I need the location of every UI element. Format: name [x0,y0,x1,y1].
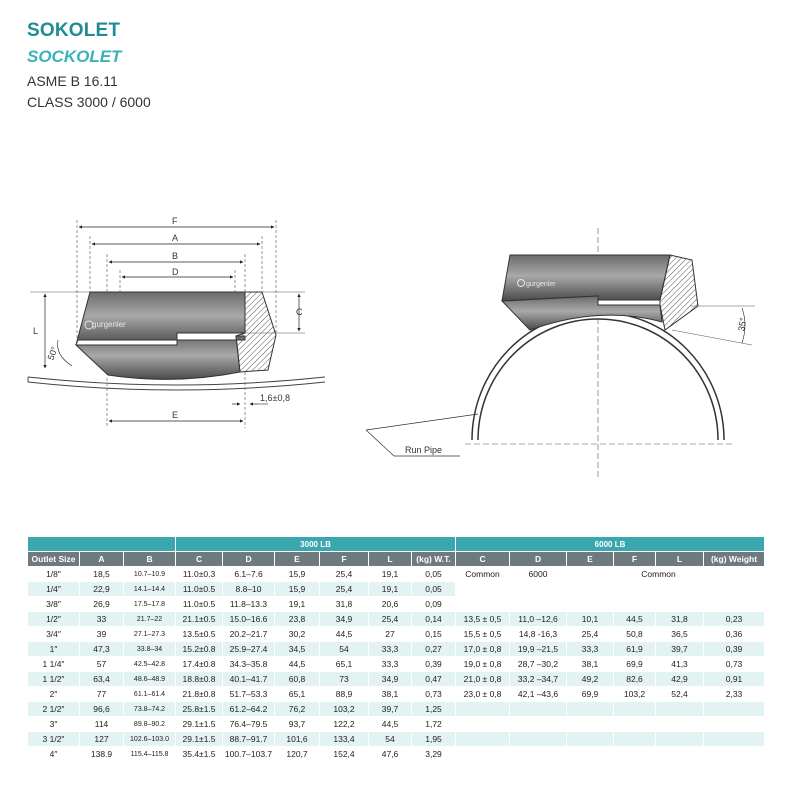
table-cell-size: 2 1/2″ [28,702,80,717]
brand-logo-right: gurgenler [526,281,556,288]
table-cell-d6: 33,2 –34,7 [510,672,567,687]
table-cell-wt: 3,29 [412,747,456,762]
table-cell-size: 4″ [28,747,80,762]
table-cell-size: 3/8″ [28,597,80,612]
table-cell-f6: 69,9 [614,657,656,672]
table-cell-c6: 15,5 ± 0,5 [456,627,510,642]
table-cell-e: 19,1 [275,597,320,612]
table-cell-f: 25,4 [320,582,369,597]
table-cell-e: 15,9 [275,567,320,582]
table-cell-c6: 19,0 ± 0,8 [456,657,510,672]
column-header: (kg) W.T. [412,552,456,567]
table-cell-d6: 42,1 –43,6 [510,687,567,702]
table-cell-f: 152,4 [320,747,369,762]
table-cell-c: 25.8±1.5 [176,702,223,717]
dim-e-label: E [172,410,179,420]
table-cell-e: 101,6 [275,732,320,747]
table-cell-size: 1/4″ [28,582,80,597]
dim-l-label: L [33,326,39,336]
table-cell-b: 17.5–17.8 [124,597,176,612]
table-cell-e: 23,8 [275,612,320,627]
column-header: (kg) Weight [704,552,765,567]
table-cell-empty [567,567,614,582]
table-cell-w6 [704,717,765,732]
table-cell-f: 122,2 [320,717,369,732]
table-cell-l: 47,6 [369,747,412,762]
table-row [28,687,765,702]
table-cell-c: 29.1±1.5 [176,717,223,732]
table-cell-e6 [567,717,614,732]
table-cell-e6: 25,4 [567,627,614,642]
table-cell-b: 14.1–14.4 [124,582,176,597]
table-cell-size: 1″ [28,642,80,657]
table-cell-w6 [704,597,765,612]
table-cell-e6: 10,1 [567,612,614,627]
table-cell-w6: 0,39 [704,642,765,657]
table-cell-a: 47,3 [80,642,124,657]
table-cell-c6: 17,0 ± 0,8 [456,642,510,657]
table-cell-l6: 36,5 [656,627,704,642]
table-cell-d6: 11,0 –12,6 [510,612,567,627]
table-cell-f: 25,4 [320,567,369,582]
table-cell-a: 26,9 [80,597,124,612]
table-cell-b: 73.8–74.2 [124,702,176,717]
table-cell-b: 115.4–115.8 [124,747,176,762]
column-header: D [510,552,567,567]
table-cell-e6 [567,597,614,612]
column-header: F [614,552,656,567]
table-cell-size: 1/8″ [28,567,80,582]
table-cell-d: 8.8–10 [223,582,275,597]
class-label: CLASS 3000 / 6000 [27,94,151,110]
table-cell-l: 38,1 [369,687,412,702]
table-cell-l: 19,1 [369,567,412,582]
table-cell-a: 57 [80,657,124,672]
table-cell-l6 [656,747,704,762]
angle-35-label: 35° [736,316,749,332]
table-cell-e6: 69,9 [567,687,614,702]
table-cell-d6: 28,7 –30,2 [510,657,567,672]
table-row [28,657,765,672]
table-cell-d: 100.7–103.7 [223,747,275,762]
table-cell-c: 21.1±0.5 [176,612,223,627]
group-3000-lb: 3000 LB [176,537,456,552]
table-cell-empty [704,567,765,582]
table-row [28,612,765,627]
table-cell-d6 [510,717,567,732]
table-cell-e: 15,9 [275,582,320,597]
table-cell-f6 [614,732,656,747]
table-cell-size: 3/4″ [28,627,80,642]
table-row [28,672,765,687]
table-cell-f: 103,2 [320,702,369,717]
table-cell-l6 [656,702,704,717]
table-cell-b: 10.7–10.9 [124,567,176,582]
table-cell-f: 73 [320,672,369,687]
table-cell-l: 33,3 [369,657,412,672]
table-cell-size: 1 1/4″ [28,657,80,672]
table-cell-c6 [456,747,510,762]
table-cell-l6 [656,582,704,597]
table-cell-l: 20,6 [369,597,412,612]
table-cell-d: 88.7–91.7 [223,732,275,747]
column-header: E [567,552,614,567]
table-cell-d: 51.7–53.3 [223,687,275,702]
table-cell-e: 44,5 [275,657,320,672]
table-cell-a: 127 [80,732,124,747]
table-cell-f6 [614,597,656,612]
table-cell-e6: 49,2 [567,672,614,687]
table-cell-wt: 0,39 [412,657,456,672]
table-cell-l6: 41,3 [656,657,704,672]
table-cell-b: 48.6–48.9 [124,672,176,687]
table-cell-d: 15.0–16.6 [223,612,275,627]
table-cell-l6: 39,7 [656,642,704,657]
table-cell-c: 18.8±0.8 [176,672,223,687]
table-cell-l: 34,9 [369,672,412,687]
table-cell-a: 33 [80,612,124,627]
common-d-cell: 6000 [510,567,567,582]
table-cell-c: 11.0±0.5 [176,597,223,612]
table-cell-c6 [456,702,510,717]
dim-f-label: F [172,216,178,226]
table-cell-w6 [704,732,765,747]
dim-d-label: D [172,267,179,277]
table-cell-f: 44,5 [320,627,369,642]
table-row [28,717,765,732]
table-cell-e: 120,7 [275,747,320,762]
table-cell-l: 27 [369,627,412,642]
table-cell-size: 3 1/2″ [28,732,80,747]
column-header: E [275,552,320,567]
table-row [28,597,765,612]
table-cell-c6 [456,597,510,612]
table-cell-d6: 14,8 -16,3 [510,627,567,642]
standard-label: ASME B 16.11 [27,73,118,89]
table-cell-a: 138.9 [80,747,124,762]
table-cell-f6: 82,6 [614,672,656,687]
table-cell-wt: 0,15 [412,627,456,642]
table-cell-c6 [456,732,510,747]
column-header: A [80,552,124,567]
table-cell-b: 27.1–27.3 [124,627,176,642]
table-cell-size: 2″ [28,687,80,702]
group-6000-lb: 6000 LB [456,537,765,552]
table-cell-a: 63,4 [80,672,124,687]
column-header: L [369,552,412,567]
table-cell-wt: 1,95 [412,732,456,747]
column-header: C [176,552,223,567]
table-cell-w6 [704,702,765,717]
table-row [28,747,765,762]
table-cell-e6: 33,3 [567,642,614,657]
common-c-cell: Common [456,567,510,582]
table-cell-c6: 13,5 ± 0,5 [456,612,510,627]
table-cell-d6 [510,732,567,747]
group-blank [28,537,176,552]
table-cell-c6: 23,0 ± 0,8 [456,687,510,702]
table-cell-c6: 21,0 ± 0,8 [456,672,510,687]
table-cell-d: 6.1–7.6 [223,567,275,582]
dim-a-label: A [172,233,179,243]
brand-logo-left: gurgenler [92,320,126,329]
table-row [28,642,765,657]
column-header: Outlet Size [28,552,80,567]
table-cell-b: 61.1–61.4 [124,687,176,702]
table-cell-a: 39 [80,627,124,642]
table-cell-b: 102.6–103.0 [124,732,176,747]
table-cell-e6: 38,1 [567,657,614,672]
table-cell-d: 61.2–64.2 [223,702,275,717]
front-view [366,228,755,480]
table-cell-l: 25,4 [369,612,412,627]
column-header: L [656,552,704,567]
table-cell-d6 [510,597,567,612]
page-title: SOKOLET [27,20,121,41]
table-cell-l6: 52,4 [656,687,704,702]
table-cell-c: 35.4±1.5 [176,747,223,762]
table-cell-d6 [510,702,567,717]
table-cell-w6: 0,36 [704,627,765,642]
table-row [28,732,765,747]
table-cell-f6 [614,717,656,732]
table-cell-a: 18,5 [80,567,124,582]
angle-50-label: 50° [45,345,60,362]
dim-c-label: C [296,307,303,317]
table-cell-a: 22,9 [80,582,124,597]
table-cell-w6: 0,23 [704,612,765,627]
table-cell-wt: 1,72 [412,717,456,732]
table-cell-d6 [510,747,567,762]
table-cell-w6 [704,747,765,762]
table-cell-l: 44,5 [369,717,412,732]
table-cell-size: 1/2″ [28,612,80,627]
table-cell-d6: 19,9 –21,5 [510,642,567,657]
table-cell-c: 11.0±0.3 [176,567,223,582]
table-cell-d: 34.3–35.8 [223,657,275,672]
gap-label: 1,6±0,8 [260,393,290,403]
table-cell-a: 96,6 [80,702,124,717]
table-cell-l6 [656,717,704,732]
table-cell-c: 13.5±0.5 [176,627,223,642]
page-subtitle: SOCKOLET [27,47,122,66]
column-header: F [320,552,369,567]
table-cell-c6 [456,717,510,732]
table-cell-c: 15.2±0.8 [176,642,223,657]
table-cell-f: 54 [320,642,369,657]
table-cell-e: 30,2 [275,627,320,642]
table-cell-e: 34,5 [275,642,320,657]
table-cell-e: 76,2 [275,702,320,717]
common-f-cell: Common [614,567,704,582]
table-cell-size: 3″ [28,717,80,732]
table-cell-l6: 31,8 [656,612,704,627]
table-cell-a: 77 [80,687,124,702]
table-cell-f6: 103,2 [614,687,656,702]
table-cell-e: 60,8 [275,672,320,687]
table-cell-wt: 0,73 [412,687,456,702]
table-cell-l6 [656,732,704,747]
table-cell-l: 54 [369,732,412,747]
table-cell-l6: 42,9 [656,672,704,687]
table-cell-f6 [614,702,656,717]
table-cell-wt: 0,14 [412,612,456,627]
table-cell-f6: 61,9 [614,642,656,657]
table-cell-b: 42.5–42.8 [124,657,176,672]
table-cell-l: 19,1 [369,582,412,597]
table-cell-wt: 0,05 [412,567,456,582]
run-pipe-label: Run Pipe [405,445,443,455]
column-header: C [456,552,510,567]
table-cell-d: 25.9–27.4 [223,642,275,657]
table-cell-l: 33,3 [369,642,412,657]
table-cell-size: 1 1/2″ [28,672,80,687]
table-cell-w6 [704,582,765,597]
side-view [28,216,325,428]
table-cell-l: 39,7 [369,702,412,717]
table-cell-f6 [614,747,656,762]
table-cell-w6: 0,91 [704,672,765,687]
table-cell-f: 133,4 [320,732,369,747]
table-row [28,627,765,642]
table-cell-e6 [567,702,614,717]
dimension-table [27,536,765,762]
table-cell-f: 31,8 [320,597,369,612]
table-cell-e6 [567,747,614,762]
table-cell-f6: 44,5 [614,612,656,627]
table-cell-e: 65,1 [275,687,320,702]
table-cell-f6 [614,582,656,597]
table-cell-c: 11.0±0.5 [176,582,223,597]
table-row [28,582,765,597]
table-cell-f: 88,9 [320,687,369,702]
table-cell-l6 [656,597,704,612]
table-cell-b: 33.8–34 [124,642,176,657]
table-cell-d: 40.1–41.7 [223,672,275,687]
table-cell-f: 65,1 [320,657,369,672]
table-cell-wt: 1,25 [412,702,456,717]
table-cell-f6: 50,8 [614,627,656,642]
table-cell-a: 114 [80,717,124,732]
table-cell-d: 20.2–21.7 [223,627,275,642]
table-row [28,702,765,717]
table-cell-e: 93,7 [275,717,320,732]
table-cell-wt: 0,05 [412,582,456,597]
table-cell-c: 21.8±0.8 [176,687,223,702]
table-cell-d: 76.4–79.5 [223,717,275,732]
table-cell-b: 89.8–90.2 [124,717,176,732]
table-cell-e6 [567,582,614,597]
table-cell-f: 34,9 [320,612,369,627]
table-cell-wt: 0,09 [412,597,456,612]
table-cell-w6: 2,33 [704,687,765,702]
dim-b-label: B [172,251,179,261]
table-cell-c: 17.4±0.8 [176,657,223,672]
table-cell-c6 [456,582,510,597]
table-cell-d: 11.8–13.3 [223,597,275,612]
table-cell-e6 [567,732,614,747]
table-cell-w6: 0,73 [704,657,765,672]
table-cell-d6 [510,582,567,597]
column-header: D [223,552,275,567]
column-header: B [124,552,176,567]
table-row [28,567,765,582]
table-cell-wt: 0,47 [412,672,456,687]
table-cell-b: 21.7–22 [124,612,176,627]
table-cell-wt: 0,27 [412,642,456,657]
table-cell-c: 29.1±1.5 [176,732,223,747]
